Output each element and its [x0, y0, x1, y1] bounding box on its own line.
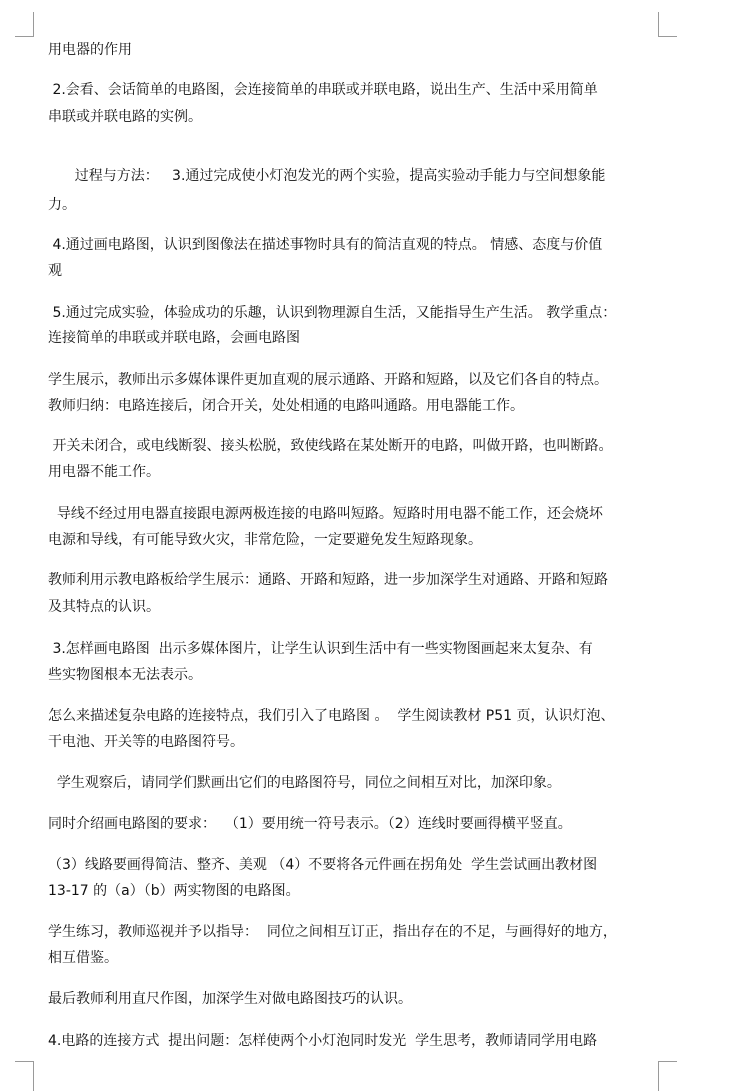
crop-mark-top-left-v [33, 12, 34, 37]
text-line: 开关未闭合，或电线断裂、接头松脱，致使线路在某处断开的电路，叫做开路，也叫断路。 [48, 438, 613, 454]
text-line: 最后教师利用直尺作图，加深学生对做电路图技巧的认识。 [48, 991, 412, 1007]
text-line: 怎么来描述复杂电路的连接特点，我们引入了电路图 。 学生阅读教材 P51 页，认识灯泡、 [48, 708, 615, 724]
text-line: 教师归纳：电路连接后，闭合开关，处处相通的电路叫通路。用电器能工作。 [48, 398, 524, 414]
text-line: 观 [48, 263, 62, 279]
text-line: 串联或并联电路的实例。 [48, 109, 202, 125]
text-line: 连接简单的串联或并联电路，会画电路图 [48, 330, 300, 346]
text-line: 用电器不能工作。 [48, 464, 160, 480]
text-line: 及其特点的认识。 [48, 599, 160, 615]
text-line: 5.通过完成实验，体验成功的乐趣，认识到物理源自生活，又能指导生产生活。 教学重点： [48, 305, 617, 321]
text-line: 4.电路的连接方式 提出问题：怎样使两个小灯泡同时发光 学生思考，教师请同学用电路 [48, 1033, 598, 1049]
text-line: 同时介绍画电路图的要求： （1）要用统一符号表示。（2）连线时要画得横平竖直。 [48, 816, 572, 832]
crop-mark-bottom-right-v [658, 1061, 659, 1091]
text-line: 干电池、开关等的电路图符号。 [48, 734, 244, 750]
text-line: 13-17 的（a）（b）两实物图的电路图。 [48, 883, 300, 899]
text-line: 4.通过画电路图，认识到图像法在描述事物时具有的简洁直观的特点。 情感、态度与价值 [48, 237, 603, 253]
crop-mark-top-right [659, 36, 677, 37]
text-line: 导线不经过用电器直接跟电源两极连接的电路叫短路。短路时用电器不能工作，还会烧坏 [48, 506, 603, 522]
crop-mark-bottom-right [659, 1061, 677, 1062]
text-line: 用电器的作用 [48, 42, 132, 58]
text-line: 些实物图根本无法表示。 [48, 667, 202, 683]
text-line: 2.会看、会话简单的电路图，会连接简单的串联或并联电路，说出生产、生活中采用简单 [48, 82, 598, 98]
text-line: 学生练习，教师巡视并予以指导： 同位之间相互订正，指出存在的不足，与画得好的地方， [48, 924, 617, 940]
text-line: 3.怎样画电路图 出示多媒体图片，让学生认识到生活中有一些实物图画起来太复杂、有 [48, 641, 593, 657]
text-line: 电源和导线，有可能导致火灾，非常危险，一定要避免发生短路现象。 [48, 532, 482, 548]
crop-mark-top-left [15, 36, 33, 37]
text-line: 过程与方法： 3.通过完成使小灯泡发光的两个实验，提高实验动手能力与空间想象能 [48, 168, 606, 184]
text-line: 力。 [48, 197, 76, 213]
crop-mark-bottom-left-v [33, 1061, 34, 1091]
text-line: 学生观察后，请同学们默画出它们的电路图符号，同位之间相互对比，加深印象。 [48, 775, 561, 791]
text-line: 相互借鉴。 [48, 950, 118, 966]
crop-mark-bottom-left [15, 1061, 33, 1062]
text-line: （3）线路要画得简洁、整齐、美观 （4）不要将各元件画在拐角处 学生尝试画出教材图 [48, 857, 598, 873]
crop-mark-top-right-v [658, 12, 659, 37]
text-line: 学生展示，教师出示多媒体课件更加直观的展示通路、开路和短路，以及它们各自的特点。 [48, 372, 608, 388]
text-line: 教师利用示教电路板给学生展示：通路、开路和短路，进一步加深学生对通路、开路和短路 [48, 572, 608, 588]
